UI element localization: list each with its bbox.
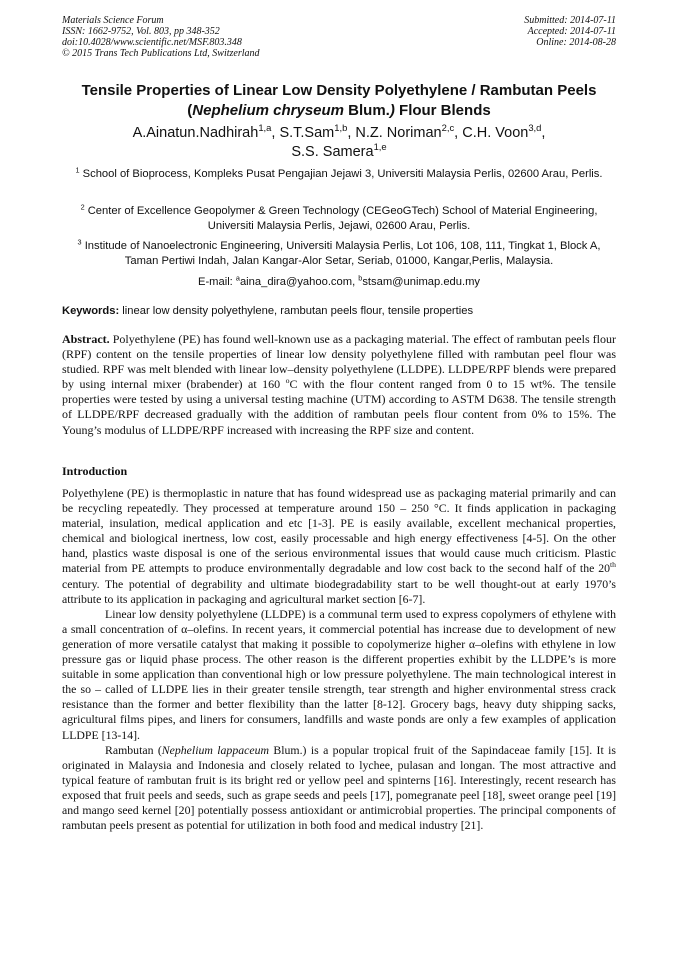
title-rest: Flour Blends (394, 102, 491, 119)
author-list (40, 124, 638, 162)
author-separator: , (271, 125, 280, 141)
paragraph-3 (62, 743, 616, 834)
author: A.Ainatun.Nadhirah (132, 125, 259, 141)
journal-name: Materials Science Forum (62, 15, 164, 26)
author-affiliation-mark: 1,b (334, 122, 348, 134)
publication-dates (524, 15, 616, 48)
affiliation-1 (62, 167, 616, 182)
title-line-1: Tensile Properties of Linear Low Density Polyethylene / Rambutan Peels (81, 82, 597, 99)
ordinal-suffix: th (610, 560, 616, 570)
abstract-text-part-2: C with the flour content ranged from 0 to 15 wt%. The tensile properties were tested by using a universal testing machine (UTM) according to ASTM D638. The tensile strength of LLDPE/RPF decreased gradually with the addition of rambutan peels flour content from 0% to 15%. The Young’s modulus of LLDPE/RPF increased with increasing the RPF size and content. (62, 377, 616, 437)
paper-title (40, 81, 638, 121)
paragraph-1-text-b: century. The potential of degrability and ultimate biodegradability start to be well thought-out at early 1970’s attribute to its application in packaging and agricultural market section [6-7]. (62, 576, 616, 606)
paragraph-3-text-b: Blum.) is a popular tropical fruit of the Sapindaceae family [15]. It is originated in Malaysia and Indonesia and closely related to lychee, pulasan and longan. The most attractive and typical feature of rambutan fruit is its bright red or yellow peel and spinterns [16]. Interestingly, recent research has exposed that fruit peels and seeds, such as grape seeds and peels [17], pomegranate peel [18], sweet orange peel [19] and mango seed kernel [20] potentially possess antioxidant or antimicrobial properties. The principal components of rambutan peels present as potential for utilization in both food and medical industry [21]. (62, 742, 616, 833)
author-separator: , (454, 125, 463, 141)
abstract-text-part-1: Polyethylene (PE) has found well-known use as a packaging material. The effect of rambutan peels flour (RPF) content on the tensile properties of linear low density polyethylene filled with rambutan peel flour was studied. RPF was melt blended with linear low–density polyethylene (LLDPE). LLDPE/RPF blends were prepared by using internal mixer (brabender) at 160 (62, 332, 616, 392)
degree-mark: o (285, 376, 290, 386)
title-blum: Blum. (344, 102, 390, 119)
author-affiliation-mark: 3,d (528, 122, 542, 134)
author-separator: , (347, 125, 356, 141)
doi-line: doi:10.4028/www.scientific.net/MSF.803.348 (62, 37, 242, 48)
affiliation-text: Institude of Nanoelectronic Engineering, Universiti Malaysia Perlis, Lot 106, 108, 111, Tingkat 1, Block A, Taman Pertiwi Indah, Jalan Kangar-Alor Setar, Seriab, 01000, Kangar,Perlis, Malaysia. (84, 240, 601, 267)
accepted-date: Accepted: 2014-07-11 (527, 26, 616, 37)
affiliation-number: 2 (80, 202, 85, 212)
author-affiliation-mark: 2,c (441, 122, 455, 134)
contact-emails (62, 275, 616, 289)
introduction-heading: Introduction (62, 464, 128, 478)
submitted-date: Submitted: 2014-07-11 (524, 15, 616, 26)
email-label: E-mail: (197, 276, 236, 288)
affiliation-text: Center of Excellence Geopolymer & Green Technology (CEGeoGTech) School of Material Engineering, Universiti Malaysia Perlis, Jejawi, 02600 Arau, Perlis. (87, 205, 598, 232)
author-affiliation-mark: 1,a (258, 122, 272, 134)
title-close-paren: ) (389, 102, 395, 119)
affiliation-3 (62, 239, 616, 268)
abstract-label: Abstract. (62, 332, 110, 346)
introduction-body (62, 486, 616, 833)
author: S.T.Sam (279, 125, 335, 141)
author: N.Z. Noriman (355, 125, 442, 141)
paragraph-1 (62, 486, 616, 607)
keywords (62, 304, 616, 318)
paragraph-1-text-a: Polyethylene (PE) is thermoplastic in nature that has found widespread use as packaging material primarily and can be recycling repeatedly. They processed at temperature around 150 – 250 °C. It finds application in packaging material, insulation, medical application and etc [1-3]. PE is easily available, excellent mechanical properties, chemical and biological inertness, low cost, easily processable and high energy effectiveness [4-5]. On the other hand, plastics waste disposal is one of the serious environmental issues that would cause much criticism. Plastic material from PE attempts to produce environmentally degradable and low cost back to the second half of the 20 (62, 486, 616, 576)
email-address-b[interactable]: stsam@unimap.edu.my (362, 276, 481, 288)
copyright-line: © 2015 Trans Tech Publications Ltd, Switzerland (62, 48, 260, 59)
affiliation-2 (62, 204, 616, 233)
keywords-text: linear low density polyethylene, rambutan peels flour, tensile properties (119, 305, 474, 317)
issn-line: ISSN: 1662-9752, Vol. 803, pp 348-352 (62, 26, 220, 37)
affiliation-number: 1 (75, 165, 80, 175)
email-mark-a: a (235, 273, 240, 283)
paragraph-3-text-a: Rambutan ( (105, 742, 162, 757)
abstract (62, 332, 616, 438)
email-address-a[interactable]: aina_dira@yahoo.com, (239, 276, 359, 288)
email-mark-b: b (358, 273, 363, 283)
affiliation-text: School of Bioprocess, Kompleks Pusat Pengajian Jejawi 3, Universiti Malaysia Perlis, 02600 Arau, Perlis. (82, 168, 603, 180)
keywords-label: Keywords: (62, 305, 120, 317)
author-separator: , (541, 125, 546, 141)
title-open-paren: ( (187, 102, 193, 119)
title-species: Nephelium chryseum (192, 102, 345, 119)
journal-info (62, 15, 260, 59)
author: S.S. Samera (291, 144, 374, 160)
species-name: Nephelium lappaceum (161, 742, 270, 757)
author: C.H. Voon (462, 125, 529, 141)
author-affiliation-mark: 1,e (373, 141, 387, 153)
online-date: Online: 2014-08-28 (536, 37, 616, 48)
affiliation-number: 3 (77, 237, 82, 247)
paragraph-2: Linear low density polyethylene (LLDPE) is a communal term used to express copolymers of ethylene with a small concentration of α–olefins. In recent years, it commercial potential has increase due to development of new generation of more versatile catalyst that making it possible to copolymerize higher α–olefins with ethylene in low pressure gas or liquid phase process. The other reason is the different properties exhibit by the LLDPE’s is more suitable in some application than conventional high or low pressure polyethylene. The main technological interest in the so – called of LLDPE lies in their greater tensile strength, tear strength and higher environmental stress crack resistance than the former and better flexibility than the latter [8-12]. Grocery bags, heavy duty shipping sacks, agricultural films pipes, and liners for consumers, landfills and waste ponds are only a few examples of application LLDPE [13-14]. (62, 606, 616, 742)
